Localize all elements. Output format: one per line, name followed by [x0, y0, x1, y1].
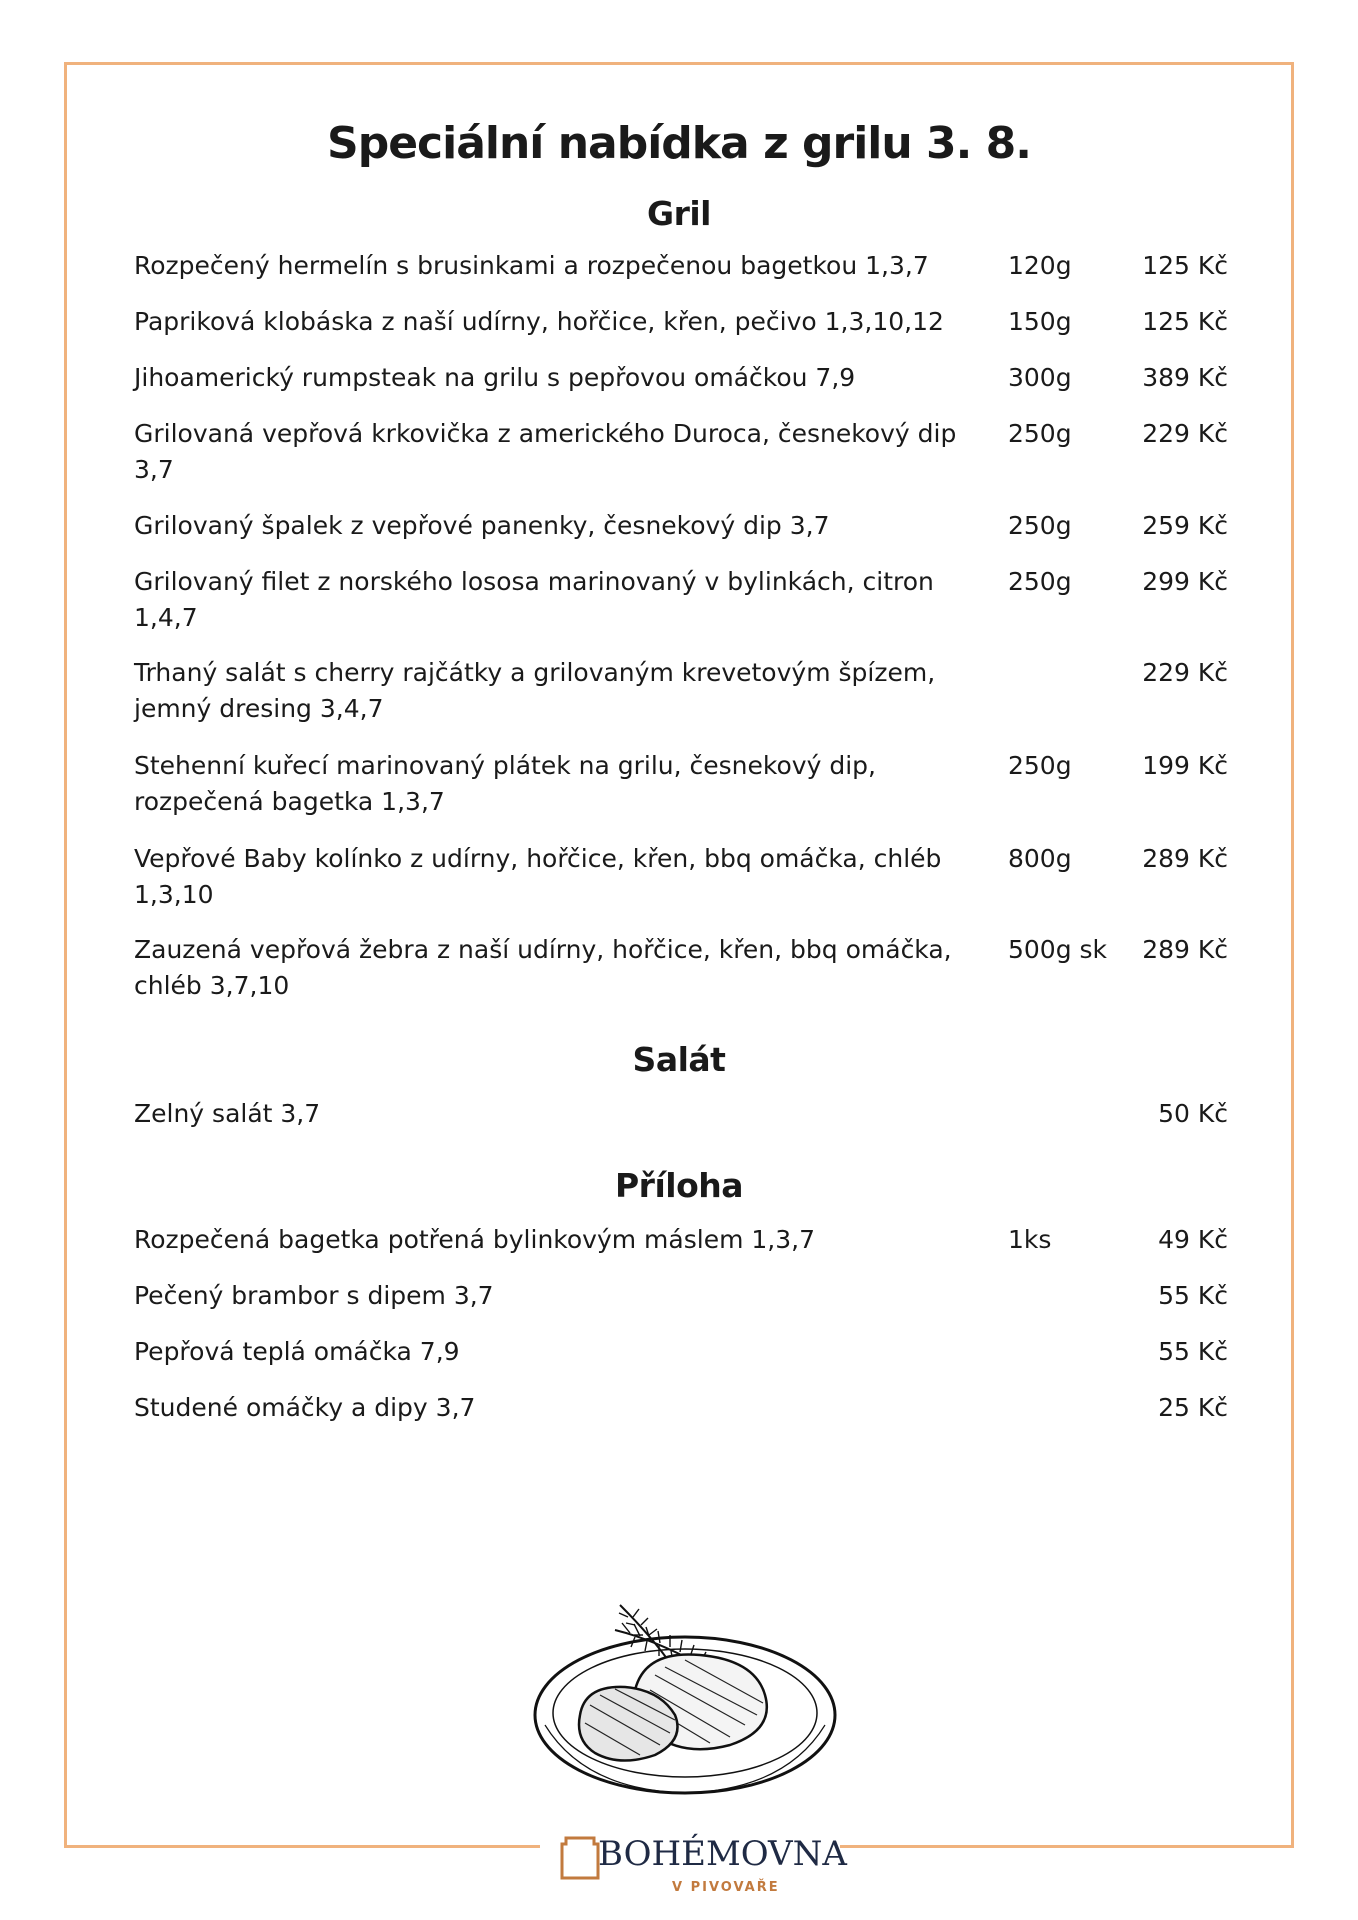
item-price: 229 Kč: [1142, 658, 1228, 687]
item-weight: 250g: [1008, 511, 1072, 540]
item-name: Rozpečená bagetka potřená bylinkovým máslem 1,3,7: [134, 1225, 815, 1254]
item-price: 229 Kč: [1142, 419, 1228, 448]
item-price: 55 Kč: [1158, 1337, 1228, 1366]
item-weight: 250g: [1008, 567, 1072, 596]
item-name: Pečený brambor s dipem 3,7: [134, 1281, 494, 1310]
item-name: Vepřové Baby kolínko z udírny, hořčice, křen, bbq omáčka, chléb 1,3,10: [134, 844, 942, 909]
item-price: 289 Kč: [1142, 935, 1228, 964]
item-name: Studené omáčky a dipy 3,7: [134, 1393, 476, 1422]
item-price: 125 Kč: [1142, 251, 1228, 280]
grilled-steak-illustration: [525, 1595, 845, 1805]
item-price: 299 Kč: [1142, 567, 1228, 596]
item-weight: 1ks: [1008, 1225, 1052, 1254]
logo-subtitle: V PIVOVAŘE: [672, 1880, 780, 1895]
item-price: 25 Kč: [1158, 1393, 1228, 1422]
page-title: Speciální nabídka z grilu 3. 8.: [327, 118, 1031, 169]
item-weight: 250g: [1008, 419, 1072, 448]
item-name: Grilovaná vepřová krkovička z amerického Duroca, česnekový dip 3,7: [134, 419, 957, 484]
brewery-badge-icon: [560, 1834, 600, 1882]
item-name: Zauzená vepřová žebra z naší udírny, hořčice, křen, bbq omáčka, chléb 3,7,10: [134, 935, 952, 1000]
item-weight: 150g: [1008, 307, 1072, 336]
item-name: Papriková klobáska z naší udírny, hořčice, křen, pečivo 1,3,10,12: [134, 307, 944, 336]
item-weight: 800g: [1008, 844, 1072, 873]
item-name: Grilovaný špalek z vepřové panenky, česnekový dip 3,7: [134, 511, 830, 540]
logo-name: BOHÉMOVNA: [598, 1834, 847, 1874]
item-price: 55 Kč: [1158, 1281, 1228, 1310]
item-price: 49 Kč: [1158, 1225, 1228, 1254]
item-price: 50 Kč: [1158, 1099, 1228, 1128]
item-name: Pepřová teplá omáčka 7,9: [134, 1337, 460, 1366]
item-weight: 500g sk: [1008, 935, 1108, 964]
item-weight: 120g: [1008, 251, 1072, 280]
item-weight: 300g: [1008, 363, 1072, 392]
item-price: 389 Kč: [1142, 363, 1228, 392]
item-name: Trhaný salát s cherry rajčátky a grilovaným krevetovým špízem, jemný dresing 3,4,7: [134, 658, 936, 723]
item-name: Rozpečený hermelín s brusinkami a rozpečenou bagetkou 1,3,7: [134, 251, 929, 280]
item-name: Stehenní kuřecí marinovaný plátek na grilu, česnekový dip, rozpečená bagetka 1,3,7: [134, 751, 876, 816]
item-name: Grilovaný filet z norského lososa marinovaný v bylinkách, citron 1,4,7: [134, 567, 934, 632]
item-price: 259 Kč: [1142, 511, 1228, 540]
brand-logo: [560, 1832, 847, 1902]
item-name: Jihoamerický rumpsteak na grilu s pepřovou omáčkou 7,9: [134, 363, 856, 392]
section-title-priloha: Příloha: [614, 1166, 744, 1205]
item-weight: 250g: [1008, 751, 1072, 780]
item-name: Zelný salát 3,7: [134, 1099, 321, 1128]
item-price: 289 Kč: [1142, 844, 1228, 873]
item-price: 125 Kč: [1142, 307, 1228, 336]
section-title-salat: Salát: [632, 1040, 726, 1079]
section-title-gril: Gril: [647, 194, 711, 233]
item-price: 199 Kč: [1142, 751, 1228, 780]
